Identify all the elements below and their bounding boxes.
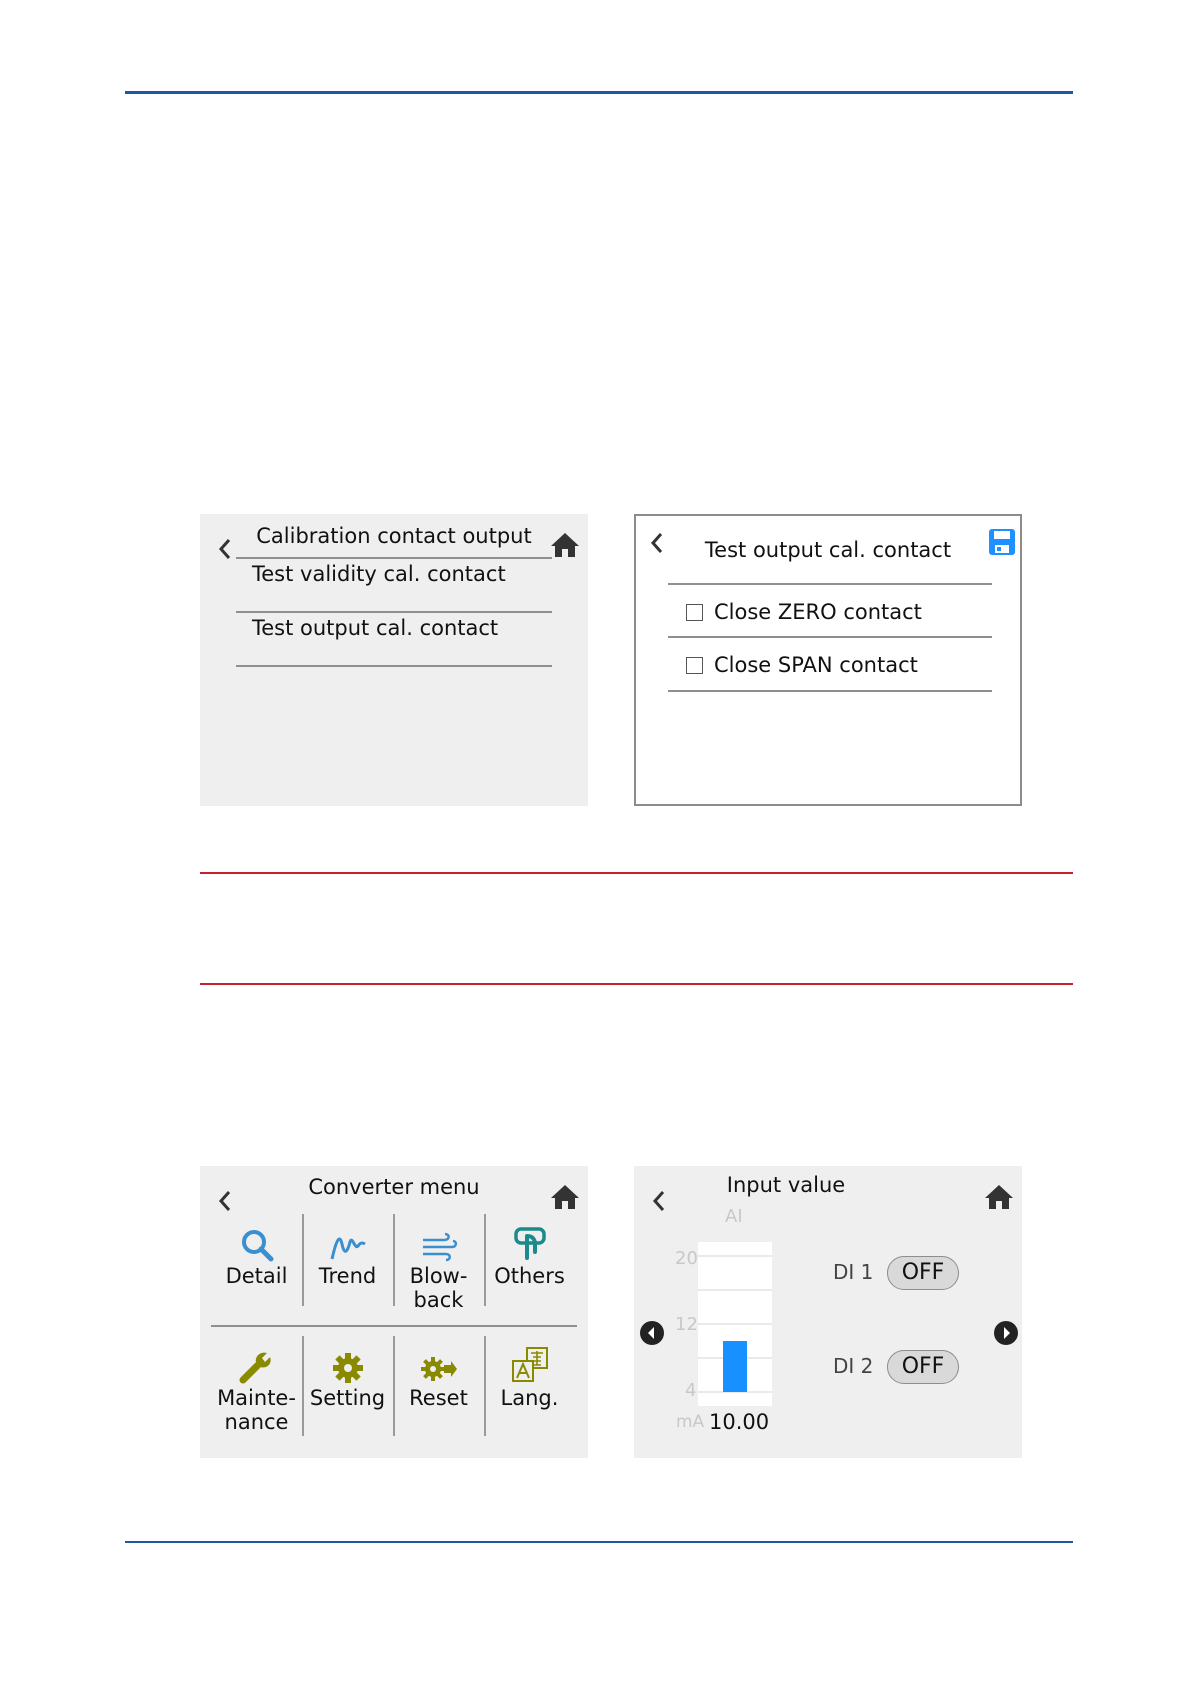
menu-item-label-line2: nance (224, 1410, 289, 1434)
ai-value: 10.00 (709, 1410, 770, 1434)
next-page-button[interactable] (994, 1321, 1018, 1345)
item-divider (236, 665, 552, 667)
di2-state-toggle[interactable]: OFF (887, 1350, 959, 1384)
prev-page-button[interactable] (640, 1321, 664, 1345)
item-divider (236, 611, 552, 613)
unit-label: mA (676, 1412, 705, 1432)
menu-item-label: Detail (225, 1264, 288, 1288)
menu-item-label: Mainte- (217, 1386, 296, 1410)
grid-divider (484, 1214, 486, 1306)
footer-rule (125, 1541, 1073, 1543)
menu-item-language[interactable] (484, 1340, 575, 1410)
input-value-screen (634, 1166, 1022, 1458)
test-output-cal-contact-screen (634, 514, 1022, 806)
menu-item-others[interactable] (484, 1218, 575, 1288)
grid-divider (393, 1214, 395, 1306)
menu-item-label: Blow- (409, 1264, 468, 1288)
menu-item-maintenance[interactable] (211, 1340, 302, 1434)
chevron-left-icon (640, 1321, 664, 1345)
gear-icon (332, 1352, 364, 1384)
checkbox[interactable] (686, 657, 703, 674)
close-span-contact-option[interactable] (686, 653, 918, 677)
trend-icon (329, 1232, 367, 1262)
checkbox[interactable] (686, 604, 703, 621)
wrench-icon (239, 1350, 275, 1384)
menu-item-label: Trend (318, 1264, 377, 1288)
title-divider (236, 557, 552, 559)
menu-item-test-validity[interactable]: Test validity cal. contact (252, 562, 506, 586)
reset-icon (420, 1354, 458, 1384)
tick-label-4: 4 (685, 1380, 697, 1401)
di1-state-toggle[interactable]: OFF (887, 1256, 959, 1290)
grid-row-divider (211, 1325, 577, 1327)
grid-divider (302, 1336, 304, 1436)
title-divider (668, 583, 992, 585)
menu-item-detail[interactable] (211, 1218, 302, 1288)
search-icon (240, 1228, 274, 1262)
save-icon[interactable] (988, 528, 1016, 556)
checkbox-label: Close SPAN contact (714, 653, 918, 677)
di1-label: DI 1 (833, 1260, 874, 1284)
grid-divider (302, 1214, 304, 1306)
tick-label-12: 12 (675, 1314, 698, 1335)
menu-item-test-output[interactable]: Test output cal. contact (252, 616, 499, 640)
tick-label-20: 20 (675, 1248, 698, 1269)
close-zero-contact-option[interactable] (686, 600, 922, 624)
screen-title: Test output cal. contact (704, 538, 952, 562)
checkbox-label: Close ZERO contact (714, 600, 922, 624)
menu-item-setting[interactable] (302, 1340, 393, 1410)
converter-menu-screen (200, 1166, 588, 1458)
chevron-right-icon (994, 1321, 1018, 1345)
back-icon[interactable] (642, 526, 672, 560)
item-divider (668, 636, 992, 638)
grid-divider (393, 1336, 395, 1436)
header-rule (125, 91, 1073, 94)
menu-item-label: Others (494, 1264, 565, 1288)
menu-item-label: Reset (409, 1386, 468, 1410)
menu-item-label-line2: back (413, 1288, 464, 1312)
menu-item-trend[interactable] (302, 1218, 393, 1288)
screen-title: Converter menu (308, 1175, 480, 1199)
menu-item-blowback[interactable] (393, 1218, 484, 1312)
ai-value-bar (723, 1341, 747, 1392)
ai-label: AI (725, 1206, 743, 1227)
item-divider (668, 690, 992, 692)
others-icon (513, 1226, 547, 1262)
calibration-contact-output-screen (200, 514, 588, 806)
di2-label: DI 2 (833, 1354, 874, 1378)
home-icon[interactable] (548, 528, 582, 562)
screen-title: Calibration contact output (256, 524, 532, 548)
language-icon (511, 1346, 549, 1384)
note-top-rule (200, 872, 1073, 874)
note-bottom-rule (200, 983, 1073, 985)
menu-item-label: Setting (309, 1386, 386, 1410)
blowback-icon (420, 1232, 458, 1262)
home-icon[interactable] (548, 1180, 582, 1214)
menu-item-label: Lang. (500, 1386, 559, 1410)
home-icon[interactable] (982, 1180, 1016, 1214)
grid-divider (484, 1336, 486, 1436)
screen-title: Input value (726, 1173, 846, 1197)
ai-bar-gauge (698, 1242, 772, 1406)
menu-item-reset[interactable] (393, 1340, 484, 1410)
